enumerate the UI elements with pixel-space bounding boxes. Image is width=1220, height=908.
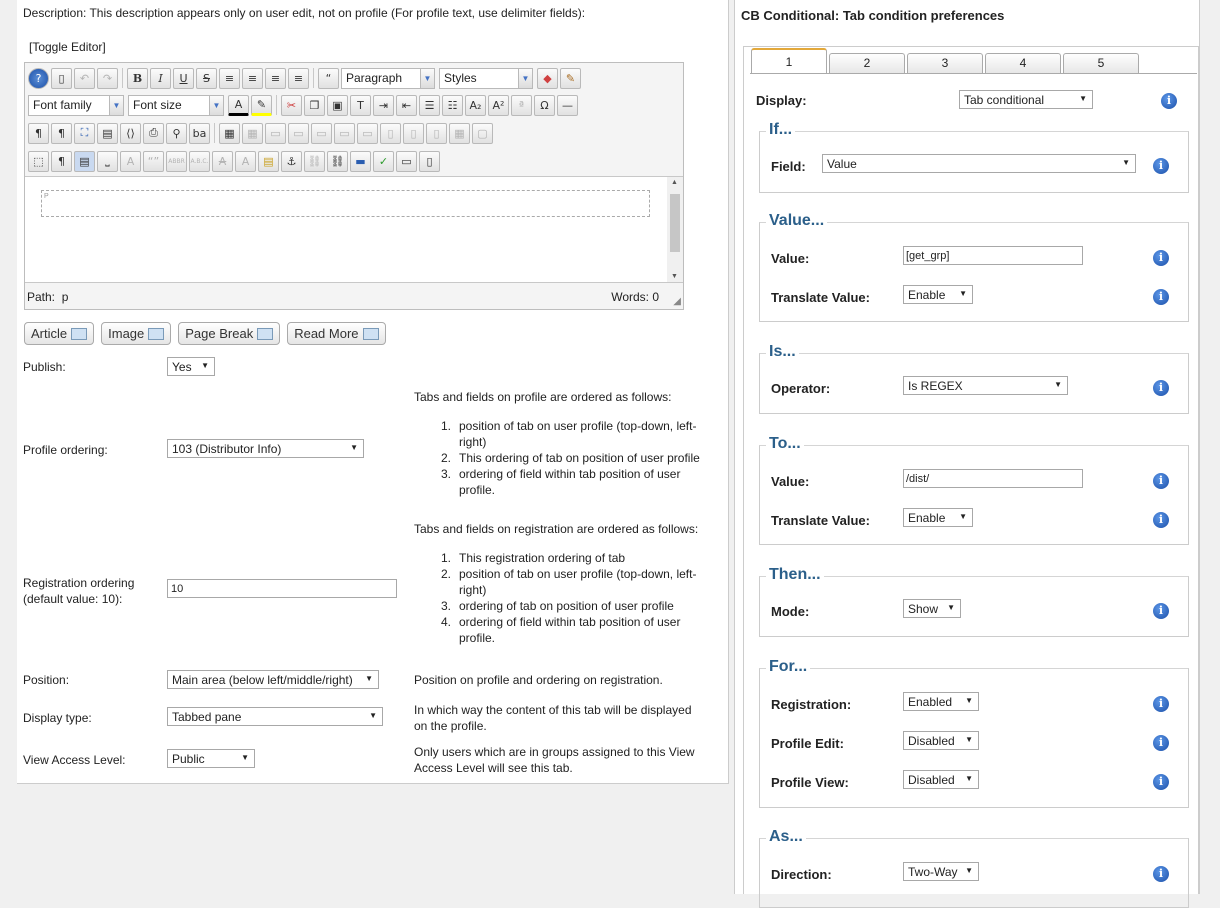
condition-tabs-panel	[743, 46, 1199, 894]
tab-1[interactable]: 1	[751, 48, 827, 73]
value-input[interactable]: [get_grp]	[903, 246, 1083, 265]
undo-icon[interactable]: ↶	[74, 68, 95, 89]
translate-value-select[interactable]: Enable ▼	[903, 285, 973, 304]
display-select[interactable]: Tab conditional ▼	[959, 90, 1093, 109]
align-left-icon[interactable]: ≡	[265, 68, 286, 89]
cut-icon[interactable]: ✂	[281, 95, 302, 116]
if-fieldset	[759, 121, 1189, 193]
to-value-label: Value:	[771, 474, 810, 489]
profile-ordering-select[interactable]: 103 (Distributor Info) ▼	[167, 439, 364, 458]
underline-button[interactable]: U	[173, 68, 194, 89]
profile-ordering-label: Profile ordering:	[23, 443, 108, 457]
paragraph-block[interactable]: P	[41, 190, 650, 217]
tab-4[interactable]: 4	[985, 53, 1061, 73]
panel-title: CB Conditional: Tab condition preferences	[741, 8, 1005, 23]
show-blocks-icon[interactable]: ¶	[51, 151, 72, 172]
to-legend: To...	[766, 435, 804, 453]
unordered-list-icon[interactable]: ☷	[442, 95, 463, 116]
tab-5[interactable]: 5	[1063, 53, 1139, 73]
strikethrough-button[interactable]: S	[196, 68, 217, 89]
operator-info-icon[interactable]: i	[1153, 380, 1169, 396]
text-color-icon[interactable]: A	[228, 95, 249, 116]
direction-select[interactable]: Two-Way ▼	[903, 862, 979, 881]
copy-icon[interactable]: ❐	[304, 95, 325, 116]
translate-value-info-icon[interactable]: i	[1153, 289, 1169, 305]
subscript-icon[interactable]: A₂	[465, 95, 486, 116]
direction-info-icon[interactable]: i	[1153, 866, 1169, 882]
publish-label: Publish:	[23, 360, 66, 374]
position-help: Position on profile and ordering on registration.	[414, 673, 663, 687]
to-translate-label: Translate Value:	[771, 513, 870, 528]
for-legend: For...	[766, 658, 810, 676]
if-legend: If...	[766, 121, 795, 139]
operator-select[interactable]: Is REGEX ▼	[903, 376, 1068, 395]
cell-props-icon[interactable]: ▭	[288, 123, 309, 144]
editor-scrollbar[interactable]: ▲ ▼	[667, 177, 683, 282]
replace-icon[interactable]: ba	[189, 123, 210, 144]
registration-select[interactable]: Enabled ▼	[903, 692, 979, 711]
profile-view-info-icon[interactable]: i	[1153, 774, 1169, 790]
highlight-color-icon[interactable]: ✎	[251, 95, 272, 116]
paste-icon[interactable]: ▣	[327, 95, 348, 116]
align-right-icon[interactable]: ≡	[288, 68, 309, 89]
delete-col-icon[interactable]: ▯	[426, 123, 447, 144]
italic-button[interactable]: I	[150, 68, 171, 89]
registration-ordering-help-title: Tabs and fields on registration are ordered as follows:	[414, 522, 699, 536]
registration-ordering-help-list: 1. This registration ordering of tab 2. position of tab on user profile (top-down, left- right) 3. ordering of tab on position of user profile 4. ordering of field within tab position of user profile.	[441, 551, 697, 645]
character-map-icon[interactable]: ª	[511, 95, 532, 116]
direction-label: Direction:	[771, 867, 832, 882]
ins-icon[interactable]: A	[235, 151, 256, 172]
font-size-select[interactable]: Font size ▼	[128, 95, 224, 116]
to-value-info-icon[interactable]: i	[1153, 473, 1169, 489]
preview-icon[interactable]: ▤	[97, 123, 118, 144]
acronym-icon[interactable]: A.B.C.	[189, 151, 210, 172]
paste-text-icon[interactable]: T	[350, 95, 371, 116]
to-translate-info-icon[interactable]: i	[1153, 512, 1169, 528]
display-type-label: Display type:	[23, 711, 92, 725]
delete-table-icon[interactable]: ▦	[242, 123, 263, 144]
paragraph-select[interactable]: Paragraph ▼	[341, 68, 435, 89]
conditional-panel	[734, 0, 1200, 894]
tab-3[interactable]: 3	[907, 53, 983, 73]
print-icon[interactable]: ⎙	[143, 123, 164, 144]
to-translate-select[interactable]: Enable ▼	[903, 508, 973, 527]
link-icon[interactable]: ⛓	[327, 151, 348, 172]
editor-content-area[interactable]	[25, 176, 683, 283]
del-icon[interactable]: A	[212, 151, 233, 172]
page-break-button[interactable]: Page Break	[178, 322, 280, 345]
row-props-icon[interactable]: ▭	[265, 123, 286, 144]
eraser-icon[interactable]: ◆	[537, 68, 558, 89]
profile-view-label: Profile View:	[771, 775, 849, 790]
toolbar-row-4	[28, 149, 442, 173]
is-fieldset	[759, 343, 1189, 414]
toolbar-row-3	[28, 121, 495, 145]
template-icon[interactable]: ▭	[396, 151, 417, 172]
field-label: Field:	[771, 159, 806, 174]
profile-edit-select[interactable]: Disabled ▼	[903, 731, 979, 750]
translate-value-label: Translate Value:	[771, 290, 870, 305]
article-button[interactable]: Article	[24, 322, 94, 345]
help-icon[interactable]: ?	[28, 68, 49, 89]
value-label: Value:	[771, 251, 810, 266]
table-icon[interactable]: ▦	[219, 123, 240, 144]
condition-tab-bar	[751, 53, 1141, 73]
layer-icon[interactable]: ▯	[419, 151, 440, 172]
brush-icon[interactable]: ✎	[560, 68, 581, 89]
view-access-label: View Access Level:	[23, 753, 126, 767]
align-center-icon[interactable]: ≡	[242, 68, 263, 89]
toolbar-row-2	[28, 93, 580, 117]
value-legend: Value...	[766, 212, 827, 230]
image-icon[interactable]: ▬	[350, 151, 371, 172]
image-button[interactable]: Image	[101, 322, 171, 345]
redo-icon[interactable]: ↷	[97, 68, 118, 89]
registration-label: Registration:	[771, 697, 852, 712]
registration-ordering-input[interactable]: 10	[167, 579, 397, 598]
then-fieldset	[759, 566, 1189, 637]
value-fieldset	[759, 212, 1189, 322]
description-label: Description: This description appears only on user edit, not on profile (For profile text, use delimiter fields):	[23, 6, 586, 20]
display-label: Display:	[756, 93, 807, 108]
publish-select[interactable]: Yes ▼	[167, 357, 215, 376]
then-legend: Then...	[766, 566, 824, 584]
display-info-icon[interactable]: i	[1161, 93, 1177, 109]
insert-col-after-icon[interactable]: ▯	[403, 123, 424, 144]
attribs-icon[interactable]: ▤	[258, 151, 279, 172]
registration-ordering-label: Registration ordering (default value: 10):	[23, 576, 135, 606]
rtl-icon[interactable]: ¶	[51, 123, 72, 144]
as-legend: As...	[766, 828, 806, 846]
profile-ordering-help-list: 1. position of tab on user profile (top-down, left- right) 2. This ordering of tab on position of user profile 3. ordering of field within tab position of user profile.	[441, 419, 700, 497]
insert-row-before-icon[interactable]: ▭	[311, 123, 332, 144]
insert-row-after-icon[interactable]: ▭	[334, 123, 355, 144]
editor-buttons	[24, 322, 393, 345]
word-count: Words: 0	[611, 290, 659, 304]
read-more-button[interactable]: Read More	[287, 322, 385, 345]
view-access-select[interactable]: Public ▼	[167, 749, 255, 768]
rich-text-editor	[24, 62, 684, 310]
position-label: Position:	[23, 673, 70, 687]
field-info-icon[interactable]: i	[1153, 158, 1169, 174]
display-type-help: In which way the content of this tab will be displayed on the profile.	[414, 703, 692, 733]
font-family-select[interactable]: Font family ▼	[28, 95, 124, 116]
profile-view-select[interactable]: Disabled ▼	[903, 770, 979, 789]
profile-edit-label: Profile Edit:	[771, 736, 844, 751]
editor-path: Path: p	[27, 290, 69, 304]
style-props-icon[interactable]: A	[120, 151, 141, 172]
profile-ordering-help-title: Tabs and fields on profile are ordered as follows:	[414, 390, 672, 404]
toolbar-row-1	[28, 66, 583, 90]
operator-label: Operator:	[771, 381, 831, 396]
value-info-icon[interactable]: i	[1153, 250, 1169, 266]
to-value-input[interactable]: /dist/	[903, 469, 1083, 488]
code-icon[interactable]: ⟨⟩	[120, 123, 141, 144]
split-cells-icon[interactable]: ▦	[449, 123, 470, 144]
outdent-icon[interactable]: ⇤	[396, 95, 417, 116]
display-type-select[interactable]: Tabbed pane ▼	[167, 707, 383, 726]
tab-2[interactable]: 2	[829, 53, 905, 73]
fullscreen-icon[interactable]: ⛶	[74, 123, 95, 144]
as-fieldset	[759, 828, 1189, 908]
position-select[interactable]: Main area (below left/middle/right) ▼	[167, 670, 379, 689]
unlink-icon[interactable]: ⛓	[304, 151, 325, 172]
profile-edit-info-icon[interactable]: i	[1153, 735, 1169, 751]
horizontal-rule-icon[interactable]: —	[557, 95, 578, 116]
abbr-icon[interactable]: ABBR	[166, 151, 187, 172]
omega-icon[interactable]: Ω	[534, 95, 555, 116]
indent-icon[interactable]: ⇥	[373, 95, 394, 116]
field-select[interactable]: Value ▼	[822, 154, 1136, 173]
view-access-help: Only users which are in groups assigned to this View Access Level will see this tab.	[414, 745, 695, 775]
ordered-list-icon[interactable]: ☰	[419, 95, 440, 116]
visual-aid-icon[interactable]: ⬚	[28, 151, 49, 172]
delete-row-icon[interactable]: ▭	[357, 123, 378, 144]
insert-col-before-icon[interactable]: ▯	[380, 123, 401, 144]
is-legend: Is...	[766, 343, 799, 361]
mode-info-icon[interactable]: i	[1153, 603, 1169, 619]
styles-select[interactable]: Styles ▼	[439, 68, 533, 89]
resize-handle-icon[interactable]: ◢	[673, 296, 681, 307]
bold-button[interactable]: B	[127, 68, 148, 89]
blockquote-icon[interactable]: “	[318, 68, 339, 89]
superscript-icon[interactable]: A²	[488, 95, 509, 116]
toggle-editor-link[interactable]: [Toggle Editor]	[29, 40, 106, 54]
new-document-icon[interactable]: ▯	[51, 68, 72, 89]
mode-label: Mode:	[771, 604, 810, 619]
registration-info-icon[interactable]: i	[1153, 696, 1169, 712]
to-fieldset	[759, 435, 1189, 545]
anchor-icon[interactable]: ⚓	[281, 151, 302, 172]
visual-chars-icon[interactable]: ▤	[74, 151, 95, 172]
for-fieldset	[759, 658, 1189, 808]
tab-edit-panel	[17, 0, 729, 784]
mode-select[interactable]: Show ▼	[903, 599, 961, 618]
spellcheck-icon[interactable]: ✓	[373, 151, 394, 172]
find-icon[interactable]: ⚲	[166, 123, 187, 144]
align-justify-icon[interactable]: ≡	[219, 68, 240, 89]
cite-icon[interactable]: “”	[143, 151, 164, 172]
ltr-icon[interactable]: ¶	[28, 123, 49, 144]
merge-cells-icon[interactable]: ▢	[472, 123, 493, 144]
page-scrollbar[interactable]	[1201, 0, 1220, 894]
nonbreaking-icon[interactable]: ⎵	[97, 151, 118, 172]
